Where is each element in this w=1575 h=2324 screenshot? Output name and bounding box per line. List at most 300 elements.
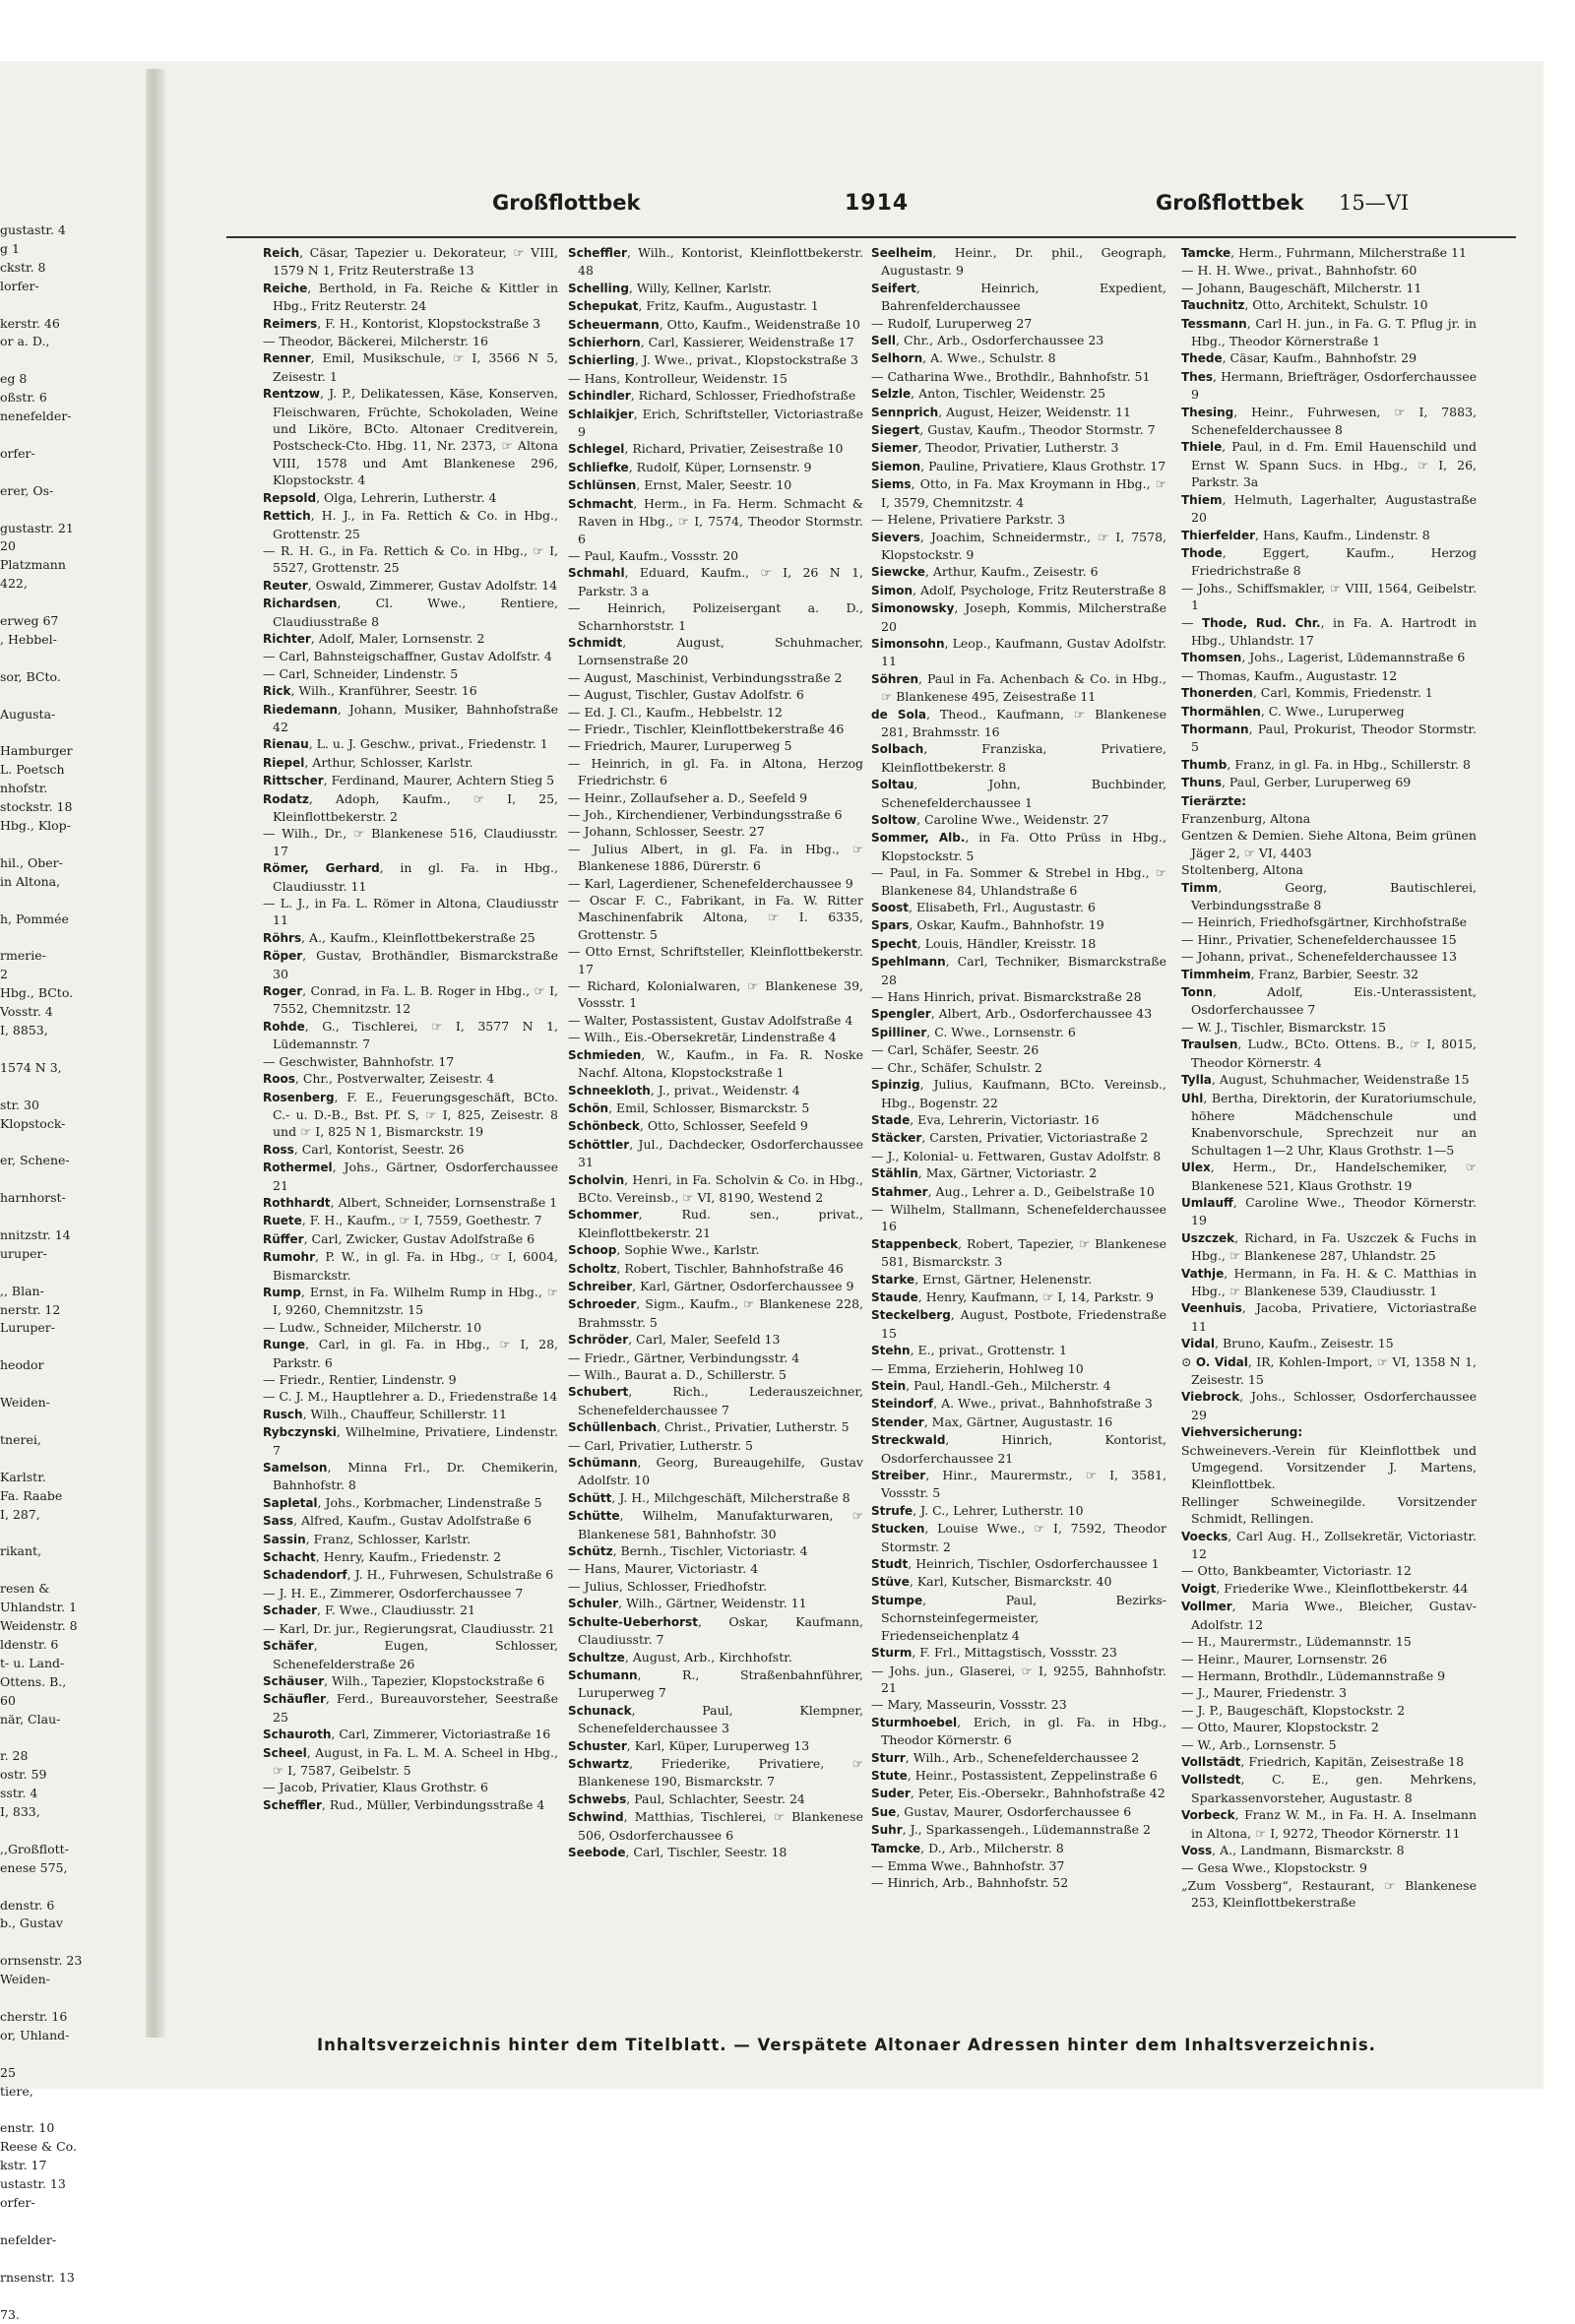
fragment-line: 73. [0, 2306, 118, 2324]
directory-entry: Traulsen, Ludw., BCto. Ottens. B., ☞ I, 8015, Theodor Körnerstr. 4 [1181, 1036, 1477, 1071]
directory-entry: Schlegel, Richard, Privatier, Zeisestraße 10 [568, 440, 863, 458]
directory-entry: Studt, Heinrich, Tischler, Osdorferchaussee 1 [871, 1555, 1166, 1573]
directory-entry: — Mary, Masseurin, Vossstr. 23 [871, 1696, 1166, 1713]
fragment-line [0, 351, 118, 370]
directory-entry: Thuns, Paul, Gerber, Luruperweg 69 [1181, 774, 1477, 791]
directory-entry: Stählin, Max, Gärtner, Victoriastr. 2 [871, 1164, 1166, 1182]
directory-entry: Schmahl, Eduard, Kaufm., ☞ I, 26 N 1, Parkstr. 3 a [568, 564, 863, 599]
directory-entry: — Rudolf, Luruperweg 27 [871, 315, 1166, 332]
directory-entry: — Oscar F. C., Fabrikant, in Fa. W. Ritter Maschinenfabrik Altona, ☞ I. 6335, Grottenstr. 5 [568, 892, 863, 943]
directory-entry: Sapletal, Johs., Korbmacher, Lindenstraße 5 [263, 1494, 558, 1512]
directory-entry: Staude, Henry, Kaufmann, ☞ I, 14, Parkstr. 9 [871, 1288, 1166, 1306]
directory-entry: — Emma Wwe., Bahnhofstr. 37 [871, 1857, 1166, 1874]
directory-entry: — Julius, Schlosser, Friedhofstr. [568, 1578, 863, 1595]
fragment-line: 20 [0, 537, 118, 556]
directory-entry: Spinzig, Julius, Kaufmann, BCto. Vereinsb., Hbg., Bogenstr. 22 [871, 1076, 1166, 1111]
directory-entry: Siemon, Pauline, Privatiere, Klaus Grothstr. 17 [871, 458, 1166, 475]
directory-entry: Richter, Adolf, Maler, Lornsenstr. 2 [263, 630, 558, 648]
directory-entry: Siewcke, Arthur, Kaufm., Zeisestr. 6 [871, 563, 1166, 581]
previous-page-fragment [0, 221, 118, 1979]
directory-entry: Schindler, Richard, Schlosser, Friedhofstraße [568, 387, 863, 405]
directory-entry: Rüffer, Carl, Zwicker, Gustav Adolfstraße 6 [263, 1230, 558, 1248]
directory-entry: — Hinrich, Arb., Bahnhofstr. 52 [871, 1874, 1166, 1891]
directory-entry: Stucken, Louise Wwe., ☞ I, 7592, Theodor Stormstr. 2 [871, 1520, 1166, 1555]
directory-entry: — H. H. Wwe., privat., Bahnhofstr. 60 [1181, 262, 1477, 279]
fragment-line: rmerie- [0, 947, 118, 966]
fragment-line: ckstr. 8 [0, 259, 118, 278]
column-1 [263, 244, 558, 2045]
fragment-line [0, 2288, 118, 2306]
directory-entry: Schliefke, Rudolf, Küper, Lornsenstr. 9 [568, 459, 863, 476]
fragment-line: Luruper- [0, 1319, 118, 1338]
fragment-line [0, 501, 118, 520]
directory-entry: Streiber, Hinr., Maurermstr., ☞ I, 3581, Vossstr. 5 [871, 1467, 1166, 1502]
fragment-line: erer, Os- [0, 482, 118, 501]
directory-entry: — Wilh., Eis.-Obersekretär, Lindenstraße 4 [568, 1029, 863, 1045]
directory-entry: — W. J., Tischler, Bismarckstr. 15 [1181, 1019, 1477, 1036]
directory-entry: — Catharina Wwe., Brothdlr., Bahnhofstr. 51 [871, 368, 1166, 385]
directory-entry: Rienau, L. u. J. Geschw., privat., Friedenstr. 1 [263, 735, 558, 753]
fragment-line [0, 1524, 118, 1542]
fragment-line: Klopstock- [0, 1115, 118, 1134]
directory-entry: Sass, Alfred, Kaufm., Gustav Adolfstraße 6 [263, 1512, 558, 1530]
directory-entry: — Richard, Kolonialwaren, ☞ Blankenese 39, Vossstr. 1 [568, 977, 863, 1012]
fragment-line: denstr. 6 [0, 1897, 118, 1916]
fragment-line [0, 1561, 118, 1580]
directory-entry: Schierhorn, Carl, Kassierer, Weidenstraße 17 [568, 334, 863, 351]
directory-entry: Thes, Hermann, Briefträger, Osdorferchaussee 9 [1181, 368, 1477, 404]
fragment-line: Hamburger [0, 742, 118, 761]
directory-entry: Rittscher, Ferdinand, Maurer, Achtern Stieg 5 [263, 772, 558, 789]
fragment-line [0, 1933, 118, 1952]
fragment-line: Vosstr. 4 [0, 1003, 118, 1022]
fragment-line: ornsenstr. 23 [0, 1952, 118, 1971]
directory-entry: — Joh., Kirchendiener, Verbindungsstraße 6 [568, 806, 863, 823]
directory-entry: — Friedrich, Maurer, Luruperweg 5 [568, 737, 863, 754]
directory-entry: Söhren, Paul in Fa. Achenbach & Co. in Hbg., ☞ Blankenese 495, Zeisestraße 11 [871, 670, 1166, 706]
directory-entry: Schubert, Rich., Lederauszeichner, Schenefelderchaussee 7 [568, 1383, 863, 1418]
directory-entry: Steckelberg, August, Postbote, Friedenstraße 15 [871, 1306, 1166, 1342]
directory-entry: Thode, Eggert, Kaufm., Herzog Friedrichstraße 8 [1181, 544, 1477, 580]
fragment-line: , Hebbel- [0, 631, 118, 650]
fragment-line: enese 575, [0, 1859, 118, 1878]
directory-entry: Siemer, Theodor, Privatier, Lutherstr. 3 [871, 439, 1166, 457]
fragment-line: cherstr. 16 [0, 2008, 118, 2027]
directory-entry: Schauroth, Carl, Zimmerer, Victoriastraße 16 [263, 1726, 558, 1743]
fragment-line [0, 464, 118, 482]
directory-entry: Schütz, Bernh., Tischler, Victoriastr. 4 [568, 1542, 863, 1560]
fragment-line: or, Uhland- [0, 2027, 118, 2045]
directory-entry: Scheffler, Rud., Müller, Verbindungsstraße 4 [263, 1796, 558, 1814]
fragment-line [0, 1078, 118, 1097]
fragment-line: 25 [0, 2064, 118, 2083]
directory-entry: Riepel, Arthur, Schlosser, Karlstr. [263, 754, 558, 772]
directory-entry: Schwartz, Friederike, Privatiere, ☞ Blankenese 190, Bismarckstr. 7 [568, 1755, 863, 1790]
directory-entry: Strufe, J. C., Lehrer, Lutherstr. 10 [871, 1502, 1166, 1520]
directory-entry: Thormann, Paul, Prokurist, Theodor Stormstr. 5 [1181, 721, 1477, 756]
directory-entry: Renner, Emil, Musikschule, ☞ I, 3566 N 5, Zeisestr. 1 [263, 349, 558, 385]
fragment-line: Weiden- [0, 1971, 118, 1989]
fragment-line: sstr. 4 [0, 1785, 118, 1803]
fragment-line: tiere, [0, 2083, 118, 2102]
directory-entry: Soost, Elisabeth, Frl., Augustastr. 6 [871, 899, 1166, 916]
directory-entry: — L. J., in Fa. L. Römer in Altona, Claudiusstr 11 [263, 895, 558, 929]
directory-entry: — Carl, Schäfer, Seestr. 26 [871, 1041, 1166, 1058]
directory-entry: Rellinger Schweinegilde. Vorsitzender Schmidt, Rellingen. [1181, 1493, 1477, 1528]
directory-entry: Vorbeck, Franz W. M., in Fa. H. A. Inselmann in Altona, ☞ I, 9272, Theodor Körnerstr. 11 [1181, 1806, 1477, 1842]
directory-entry: Schuler, Wilh., Gärtner, Weidenstr. 11 [568, 1595, 863, 1612]
directory-entry: Reich, Cäsar, Tapezier u. Dekorateur, ☞ VIII, 1579 N 1, Fritz Reuterstraße 13 [263, 244, 558, 280]
directory-entry: Schierling, J. Wwe., privat., Klopstockstraße 3 [568, 351, 863, 369]
directory-entry: Schoop, Sophie Wwe., Karlstr. [568, 1241, 863, 1259]
directory-entry: — Friedr., Tischler, Kleinflottbekerstraße 46 [568, 721, 863, 737]
directory-entry: Thumb, Franz, in gl. Fa. in Hbg., Schillerstr. 8 [1181, 756, 1477, 774]
directory-entry: — Wilh., Dr., ☞ Blankenese 516, Claudiusstr. 17 [263, 825, 558, 859]
directory-entry: — Paul, in Fa. Sommer & Strebel in Hbg., ☞ Blankenese 84, Uhlandstraße 6 [871, 864, 1166, 899]
directory-entry: Samelson, Minna Frl., Dr. Chemikerin, Bahnhofstr. 8 [263, 1459, 558, 1494]
directory-entry: Reiche, Berthold, in Fa. Reiche & Kittler in Hbg., Fritz Reuterstr. 24 [263, 280, 558, 315]
directory-entry: Thormählen, C. Wwe., Luruperweg [1181, 703, 1477, 721]
fragment-line: Uhlandstr. 1 [0, 1599, 118, 1617]
fragment-line: 2 [0, 966, 118, 984]
fragment-line [0, 1170, 118, 1189]
directory-entry: Steindorf, A. Wwe., privat., Bahnhofstraße 3 [871, 1395, 1166, 1413]
fragment-line: 1574 N 3, [0, 1059, 118, 1078]
directory-entry: Repsold, Olga, Lehrerin, Lutherstr. 4 [263, 489, 558, 507]
directory-entry: — Gesa Wwe., Klopstockstr. 9 [1181, 1859, 1477, 1876]
directory-entry: — C. J. M., Hauptlehrer a. D., Friedenstraße 14 [263, 1388, 558, 1405]
running-header [167, 191, 1526, 232]
fragment-line: ostr. 59 [0, 1766, 118, 1785]
page-number: 15—VI [1339, 191, 1409, 215]
fragment-line: Weiden- [0, 1394, 118, 1413]
fragment-line: or a. D., [0, 333, 118, 351]
directory-entry: — Paul, Kaufm., Vossstr. 20 [568, 547, 863, 564]
directory-entry: Schuster, Karl, Küper, Luruperweg 13 [568, 1737, 863, 1755]
fragment-line: nenefelder- [0, 408, 118, 426]
fragment-line: 60 [0, 1692, 118, 1711]
directory-entry: Stumpe, Paul, Bezirks-Schornsteinfegermeister, Friedenseichenplatz 4 [871, 1592, 1166, 1644]
directory-entry: — Heinr., Zollaufseher a. D., Seefeld 9 [568, 789, 863, 806]
directory-entry: Riedemann, Johann, Musiker, Bahnhofstraße 42 [263, 701, 558, 736]
directory-entry: Tonn, Adolf, Eis.-Unterassistent, Osdorferchaussee 7 [1181, 983, 1477, 1019]
directory-entry: — Ed. J. Cl., Kaufm., Hebbelstr. 12 [568, 704, 863, 721]
directory-entry: — Hans Hinrich, privat. Bismarckstraße 28 [871, 988, 1166, 1005]
fragment-line [0, 1264, 118, 1283]
directory-entry: Tamcke, D., Arb., Milcherstr. 8 [871, 1840, 1166, 1857]
directory-entry: — Thomas, Kaufm., Augustastr. 12 [1181, 667, 1477, 684]
directory-entry: Stahmer, Aug., Lehrer a. D., Geibelstraße 10 [871, 1183, 1166, 1201]
directory-entry: Soltau, John, Buchbinder, Schenefelderchaussee 1 [871, 776, 1166, 811]
fragment-line [0, 723, 118, 742]
directory-entry: — Johann, Baugeschäft, Milcherstr. 11 [1181, 280, 1477, 296]
directory-entry: — Heinrich, in gl. Fa. in Altona, Herzog Friedrichstr. 6 [568, 755, 863, 789]
directory-entry: — Otto, Maurer, Klopstockstr. 2 [1181, 1719, 1477, 1735]
directory-entry: Schweinevers.-Verein für Kleinflottbek und Umgegend. Vorsitzender J. Martens, Kleinflottbek. [1181, 1442, 1477, 1493]
directory-entry: Stein, Paul, Handl.-Geh., Milcherstr. 4 [871, 1377, 1166, 1395]
directory-entry: Sell, Chr., Arb., Osdorferchaussee 23 [871, 332, 1166, 349]
directory-entry: Schäufler, Ferd., Bureauvorsteher, Seestraße 25 [263, 1690, 558, 1726]
footer-note: Inhaltsverzeichnis hinter dem Titelblatt. — Verspätete Altonaer Adressen hinter dem Inhaltsverzeichnis. [167, 2036, 1526, 2054]
fragment-line [0, 1413, 118, 1431]
directory-entry: Stoltenberg, Altona [1181, 861, 1477, 878]
fragment-line: uruper- [0, 1245, 118, 1264]
directory-entry: de Sola, Theod., Kaufmann, ☞ Blankenese 281, Brahmsstr. 16 [871, 706, 1166, 741]
fragment-line [0, 1728, 118, 1747]
fragment-line: h, Pommée [0, 911, 118, 929]
directory-entry: Thonerden, Carl, Kommis, Friedenstr. 1 [1181, 684, 1477, 702]
directory-entry: — Johann, privat., Schenefelderchaussee 13 [1181, 948, 1477, 965]
directory-entry: Schneekloth, J., privat., Weidenstr. 4 [568, 1082, 863, 1099]
directory-entry: Schader, F. Wwe., Claudiusstr. 21 [263, 1602, 558, 1619]
directory-entry: Seelheim, Heinr., Dr. phil., Geograph, Augustastr. 9 [871, 244, 1166, 280]
directory-entry: Schümann, Georg, Bureaugehilfe, Gustav Adolfstr. 10 [568, 1454, 863, 1489]
directory-entry: Schacht, Henry, Kaufm., Friedenstr. 2 [263, 1548, 558, 1566]
directory-entry: Rosenberg, F. E., Feuerungsgeschäft, BCto. C.- u. D.-B., Bst. Pf. S, ☞ I, 825, Zeisestr. 8 und ☞ I, 825 N 1, Bismarckstr. 19 [263, 1089, 558, 1141]
directory-entry: Thiem, Helmuth, Lagerhalter, Augustastraße 20 [1181, 491, 1477, 527]
directory-entry: Simonsohn, Leop., Kaufmann, Gustav Adolfstr. 11 [871, 635, 1166, 670]
fragment-line [0, 687, 118, 706]
directory-entry: — August, Tischler, Gustav Adolfstr. 6 [568, 686, 863, 703]
directory-entry: — Friedr., Rentier, Lindenstr. 9 [263, 1371, 558, 1388]
directory-entry: Stender, Max, Gärtner, Augustastr. 16 [871, 1413, 1166, 1431]
fragment-line: nhofstr. [0, 780, 118, 798]
fragment-line: Reese & Co. [0, 2138, 118, 2157]
directory-entry: Schunack, Paul, Klempner, Schenefelderchaussee 3 [568, 1702, 863, 1737]
directory-entry: Roos, Chr., Postverwalter, Zeisestr. 4 [263, 1070, 558, 1088]
directory-entry: — Heinrich, Polizeisergant a. D., Scharnhorststr. 1 [568, 599, 863, 634]
directory-entry: — Carl, Bahnsteigschaffner, Gustav Adolfstr. 4 [263, 648, 558, 664]
fragment-line [0, 1989, 118, 2008]
directory-entry: — Jacob, Privatier, Klaus Grothstr. 6 [263, 1779, 558, 1795]
directory-entry: Vollstedt, C. E., gen. Mehrkens, Sparkassenvorsteher, Augustastr. 8 [1181, 1771, 1477, 1806]
directory-entry: — J. P., Baugeschäft, Klopstockstr. 2 [1181, 1702, 1477, 1719]
directory-entry: Röper, Gustav, Brothändler, Bismarckstraße 30 [263, 947, 558, 982]
directory-entry: Veenhuis, Jacoba, Privatiere, Victoriastraße 11 [1181, 1299, 1477, 1335]
directory-entry: ⊙ O. Vidal, IR, Kohlen-Import, ☞ VI, 1358 N 1, Zeisestr. 15 [1181, 1353, 1477, 1389]
directory-entry: Schommer, Rud. sen., privat., Kleinflottbekerstr. 21 [568, 1206, 863, 1241]
directory-entry: Stute, Heinr., Postassistent, Zeppelinstraße 6 [871, 1767, 1166, 1785]
directory-entry: Rump, Ernst, in Fa. Wilhelm Rump in Hbg., ☞ I, 9260, Chemnitzstr. 15 [263, 1284, 558, 1319]
header-rule [226, 236, 1516, 238]
fragment-line [0, 1133, 118, 1152]
fragment-line: resen & [0, 1580, 118, 1599]
fragment-line: harnhorst- [0, 1189, 118, 1208]
directory-entry: — Hermann, Brothdlr., Lüdemannstraße 9 [1181, 1667, 1477, 1684]
directory-entry: Franzenburg, Altona [1181, 810, 1477, 827]
directory-entry: — Friedr., Gärtner, Verbindungsstr. 4 [568, 1350, 863, 1366]
fragment-line: heodor [0, 1356, 118, 1375]
column-3 [871, 244, 1166, 2045]
directory-entry: Spehlmann, Carl, Techniker, Bismarckstraße 28 [871, 953, 1166, 988]
column-2 [568, 244, 863, 2045]
directory-entry: — Hinr., Privatier, Schenefelderchaussee 15 [1181, 931, 1477, 948]
directory-entry: Schreiber, Karl, Gärtner, Osdorferchaussee 9 [568, 1278, 863, 1295]
fragment-line: orfer- [0, 2194, 118, 2213]
directory-entry: Stade, Eva, Lehrerin, Victoriastr. 16 [871, 1111, 1166, 1129]
fragment-line [0, 2250, 118, 2269]
fragment-line [0, 594, 118, 612]
directory-entry: Schlaikjer, Erich, Schriftsteller, Victoriastraße 9 [568, 406, 863, 441]
header-year: 1914 [845, 191, 909, 216]
directory-entry: Sue, Gustav, Maurer, Osdorferchaussee 6 [871, 1803, 1166, 1821]
fragment-line: Hbg., BCto. [0, 984, 118, 1003]
directory-entry: Scholtz, Robert, Tischler, Bahnhofstraße 46 [568, 1260, 863, 1278]
fragment-line: I, 833, [0, 1803, 118, 1822]
directory-entry: Schöttler, Jul., Dachdecker, Osdorferchaussee 31 [568, 1136, 863, 1171]
directory-entry: Gentzen & Demien. Siehe Altona, Beim grünen Jäger 2, ☞ VI, 4403 [1181, 827, 1477, 861]
fragment-line: när, Clau- [0, 1711, 118, 1729]
fragment-line: nefelder- [0, 2231, 118, 2250]
directory-entry: Römer, Gerhard, in gl. Fa. in Hbg., Claudiusstr. 11 [263, 859, 558, 895]
directory-entry: Scheffler, Wilh., Kontorist, Kleinflottbekerstr. 48 [568, 244, 863, 280]
directory-entry: — Helene, Privatiere Parkstr. 3 [871, 511, 1166, 528]
directory-entry: Thomsen, Johs., Lagerist, Lüdemannstraße 6 [1181, 649, 1477, 666]
fragment-line: hil., Ober- [0, 854, 118, 873]
directory-entry: — R. H. G., in Fa. Rettich & Co. in Hbg., ☞ I, 5527, Grottenstr. 25 [263, 542, 558, 577]
directory-entry: Thesing, Heinr., Fuhrwesen, ☞ I, 7883, Schenefelderchaussee 8 [1181, 404, 1477, 439]
fragment-line: orfer- [0, 445, 118, 464]
directory-entry: Rodatz, Adoph, Kaufm., ☞ I, 25, Kleinflottbekerstr. 2 [263, 790, 558, 826]
fragment-line [0, 296, 118, 315]
directory-entry: Reimers, F. H., Kontorist, Klopstockstraße 3 [263, 315, 558, 333]
fragment-line: I, 287, [0, 1506, 118, 1525]
directory-entry: Rusch, Wilh., Chauffeur, Schillerstr. 11 [263, 1406, 558, 1423]
directory-entry: Seifert, Heinrich, Expedient, Bahrenfelderchaussee [871, 280, 1166, 315]
directory-entry: Simonowsky, Joseph, Kommis, Milcherstraße 20 [871, 599, 1166, 635]
directory-entry: — Carl, Privatier, Lutherstr. 5 [568, 1437, 863, 1454]
fragment-line: 422, [0, 575, 118, 594]
fragment-line: rikant, [0, 1542, 118, 1561]
fragment-line: in Altona, [0, 873, 118, 892]
directory-entry: Specht, Louis, Händler, Kreisstr. 18 [871, 935, 1166, 953]
directory-entry: Schadendorf, J. H., Fuhrwesen, Schulstraße 6 [263, 1566, 558, 1584]
directory-entry: Schwebs, Paul, Schlachter, Seestr. 24 [568, 1790, 863, 1808]
directory-entry: Schönbeck, Otto, Schlosser, Seefeld 9 [568, 1117, 863, 1135]
directory-entry: Scheuermann, Otto, Kaufm., Weidenstraße 10 [568, 316, 863, 334]
directory-entry: Rettich, H. J., in Fa. Rettich & Co. in Hbg., Grottenstr. 25 [263, 507, 558, 542]
directory-entry: Schüllenbach, Christ., Privatier, Lutherstr. 5 [568, 1418, 863, 1436]
directory-entry: Uszczek, Richard, in Fa. Uszczek & Fuchs in Hbg., ☞ Blankenese 287, Uhlandstr. 25 [1181, 1229, 1477, 1265]
directory-entry: — Karl, Dr. jur., Regierungsrat, Claudiusstr. 21 [263, 1620, 558, 1637]
column-4 [1181, 244, 1477, 2045]
directory-entry: Tamcke, Herm., Fuhrmann, Milcherstraße 11 [1181, 244, 1477, 262]
directory-entry: — Geschwister, Bahnhofstr. 17 [263, 1053, 558, 1070]
fragment-line [0, 1450, 118, 1469]
directory-entry: — H., Maurermstr., Lüdemannstr. 15 [1181, 1633, 1477, 1650]
directory-entry: Ulex, Herm., Dr., Handelschemiker, ☞ Blankenese 521, Klaus Grothstr. 19 [1181, 1159, 1477, 1194]
directory-entry: Suhr, J., Sparkassengeh., Lüdemannstraße 2 [871, 1821, 1166, 1839]
directory-entry: Röhrs, A., Kaufm., Kleinflottbekerstraße 25 [263, 929, 558, 947]
fragment-line: sor, BCto. [0, 668, 118, 687]
fragment-line: r. 28 [0, 1747, 118, 1766]
directory-entry: Siems, Otto, in Fa. Max Kroymann in Hbg., ☞ I, 3579, Chemnitzstr. 4 [871, 475, 1166, 511]
directory-entry: — Karl, Lagerdiener, Schenefelderchaussee 9 [568, 875, 863, 892]
fragment-line: Weidenstr. 8 [0, 1617, 118, 1636]
directory-entry: — Wilhelm, Stallmann, Schenefelderchaussee 16 [871, 1201, 1166, 1235]
fragment-line: ustastr. 13 [0, 2175, 118, 2194]
directory-entry: Scheel, August, in Fa. L. M. A. Scheel in Hbg., ☞ I, 7587, Geibelstr. 5 [263, 1744, 558, 1780]
directory-entry: Vathje, Hermann, in Fa. H. & C. Matthias in Hbg., ☞ Blankenese 539, Claudiusstr. 1 [1181, 1265, 1477, 1300]
fragment-line [0, 1208, 118, 1226]
directory-entry: Rohde, G., Tischlerei, ☞ I, 3577 N 1, Lüdemannstr. 7 [263, 1018, 558, 1053]
fragment-line: gustastr. 21 [0, 520, 118, 538]
directory-entry: Timm, Georg, Bautischlerei, Verbindungsstraße 8 [1181, 879, 1477, 914]
directory-entry: Richardsen, Cl. Wwe., Rentiere, Claudiusstraße 8 [263, 595, 558, 630]
directory-entry: Stappenbeck, Robert, Tapezier, ☞ Blankenese 581, Bismarckstr. 3 [871, 1235, 1166, 1271]
directory-entry: Schlünsen, Ernst, Maler, Seestr. 10 [568, 476, 863, 494]
directory-entry: — Julius Albert, in gl. Fa. in Hbg., ☞ Blankenese 1886, Dürerstr. 6 [568, 841, 863, 875]
directory-entry: — J. H. E., Zimmerer, Osdorferchaussee 7 [263, 1585, 558, 1602]
directory-entry: Seebode, Carl, Tischler, Seestr. 18 [568, 1844, 863, 1861]
directory-entry: Starke, Ernst, Gärtner, Helenenstr. [871, 1271, 1166, 1288]
directory-entry: — Walter, Postassistent, Gustav Adolfstraße 4 [568, 1012, 863, 1029]
directory-entry: Streckwald, Hinrich, Kontorist, Osdorferchaussee 21 [871, 1431, 1166, 1467]
directory-entry: Umlauff, Caroline Wwe., Theodor Körnerstr. 19 [1181, 1194, 1477, 1229]
header-left-place: Großflottbek [492, 191, 640, 215]
fragment-line [0, 1375, 118, 1394]
directory-entry: Selzle, Anton, Tischler, Weidenstr. 25 [871, 385, 1166, 403]
directory-entry: — Otto, Bankbeamter, Victoriastr. 12 [1181, 1562, 1477, 1579]
directory-entry: — Otto Ernst, Schriftsteller, Kleinflottbekerstr. 17 [568, 943, 863, 977]
fragment-line: rnsenstr. 13 [0, 2269, 118, 2288]
directory-entry: — Carl, Schneider, Lindenstr. 5 [263, 665, 558, 682]
directory-entry: Schmidt, August, Schuhmacher, Lornsenstraße 20 [568, 634, 863, 669]
directory-page [167, 69, 1526, 2077]
directory-entry: — J., Kolonial- u. Fettwaren, Gustav Adolfstr. 8 [871, 1148, 1166, 1164]
fragment-line: oßstr. 6 [0, 389, 118, 408]
fragment-line [0, 1040, 118, 1059]
directory-entry: Schepukat, Fritz, Kaufm., Augustastr. 1 [568, 297, 863, 315]
fragment-line: Karlstr. [0, 1469, 118, 1487]
directory-entry: Rothermel, Johs., Gärtner, Osdorferchaussee 21 [263, 1159, 558, 1194]
directory-entry: Vidal, Bruno, Kaufm., Zeisestr. 15 [1181, 1335, 1477, 1352]
directory-entry: Viehversicherung: [1181, 1423, 1477, 1441]
fragment-line: gustastr. 4 [0, 221, 118, 240]
directory-entry: Rick, Wilh., Kranführer, Seestr. 16 [263, 682, 558, 700]
fragment-line: Augusta- [0, 706, 118, 724]
directory-entry: Schroeder, Sigm., Kaufm., ☞ Blankenese 228, Brahmsstr. 5 [568, 1295, 863, 1331]
fragment-line [0, 836, 118, 854]
directory-entry: Schäuser, Wilh., Tapezier, Klopstockstraße 6 [263, 1672, 558, 1690]
directory-entry: Soltow, Caroline Wwe., Weidenstr. 27 [871, 811, 1166, 829]
directory-entry: — Hans, Maurer, Victoriastr. 4 [568, 1560, 863, 1577]
fragment-line: lorfer- [0, 278, 118, 296]
book-gutter [146, 69, 165, 2038]
fragment-line: stockstr. 18 [0, 798, 118, 817]
directory-entry: — August, Maschinist, Verbindungsstraße 2 [568, 669, 863, 686]
directory-entry: Voecks, Carl Aug. H., Zollsekretär, Victoriastr. 12 [1181, 1528, 1477, 1563]
fragment-line [0, 928, 118, 947]
fragment-line [0, 892, 118, 911]
directory-entry: Vollstädt, Friedrich, Kapitän, Zeisestraße 18 [1181, 1753, 1477, 1771]
fragment-line [0, 1338, 118, 1356]
directory-entry: Schultze, August, Arb., Kirchhofstr. [568, 1649, 863, 1666]
directory-entry: — Chr., Schäfer, Schulstr. 2 [871, 1059, 1166, 1076]
directory-entry: Viebrock, Johs., Schlosser, Osdorferchaussee 29 [1181, 1388, 1477, 1423]
directory-entry: Uhl, Bertha, Direktorin, der Kuratoriumschule, höhere Mädchenschule und Knabenvorschule, Sprechzeit nur an Schultagen 1—2 Uhr, Klaus Grothstr. 1—5 [1181, 1090, 1477, 1160]
fragment-line [0, 650, 118, 668]
fragment-line: g 1 [0, 240, 118, 259]
directory-entry: Schröder, Carl, Maler, Seefeld 13 [568, 1331, 863, 1349]
directory-entry: Stehn, E., privat., Grottenstr. 1 [871, 1342, 1166, 1359]
directory-entry: Schütt, J. H., Milchgeschäft, Milcherstraße 8 [568, 1489, 863, 1507]
fragment-line: L. Poetsch [0, 761, 118, 780]
directory-entry: Reuter, Oswald, Zimmerer, Gustav Adolfstr. 14 [263, 577, 558, 595]
fragment-line: tnerei, [0, 1431, 118, 1450]
fragment-line: enstr. 10 [0, 2119, 118, 2138]
directory-entry: „Zum Vossberg“, Restaurant, ☞ Blankenese 253, Kleinflottbekerstraße [1181, 1877, 1477, 1912]
